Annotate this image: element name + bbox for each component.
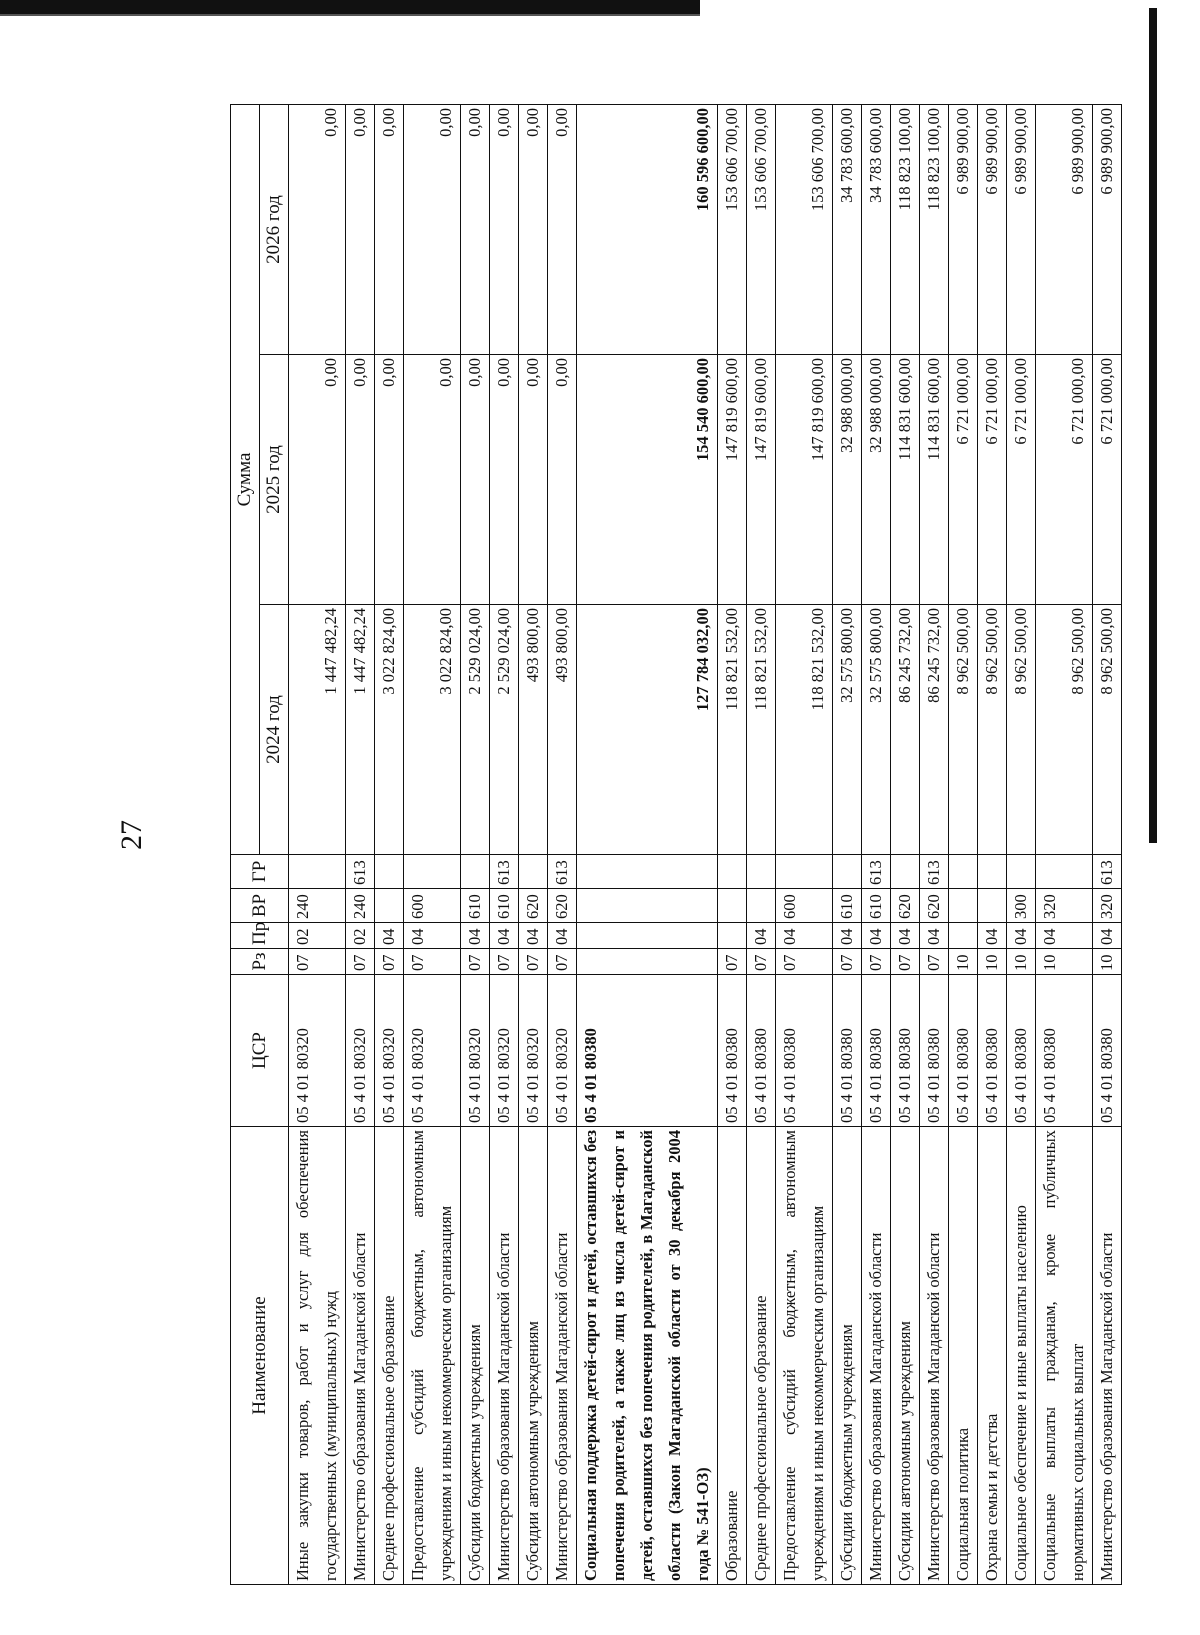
row-name: Министерство образования Магаданской области (1093, 1127, 1122, 1585)
row-vr: 240 (346, 889, 375, 923)
row-sum-2026: 0,00 (461, 104, 490, 354)
row-sum-2024: 118 821 532,00 (718, 605, 747, 855)
row-rz: 07 (718, 949, 747, 975)
row-name: Охрана семьи и детства (978, 1127, 1007, 1585)
row-csr: 05 4 01 80380 (776, 975, 833, 1127)
row-gr: 613 (862, 855, 891, 889)
table-row (404, 104, 461, 1584)
row-gr (718, 855, 747, 889)
row-vr: 610 (833, 889, 862, 923)
row-rz: 07 (920, 949, 949, 975)
row-gr: 613 (1093, 855, 1122, 889)
row-csr: 05 4 01 80320 (490, 975, 519, 1127)
row-vr (747, 889, 776, 923)
table-row (776, 104, 833, 1584)
row-gr (776, 855, 833, 889)
header-2026: 2026 год (260, 104, 289, 354)
row-sum-2026: 0,00 (346, 104, 375, 354)
row-rz: 07 (833, 949, 862, 975)
row-sum-2024: 3 022 824,00 (375, 605, 404, 855)
row-name: Субсидии бюджетным учреждениям (461, 1127, 490, 1585)
row-rz: 07 (461, 949, 490, 975)
row-gr (833, 855, 862, 889)
rotated-page (230, 105, 1116, 1585)
row-sum-2025: 6 721 000,00 (1007, 355, 1036, 605)
row-csr: 05 4 01 80380 (718, 975, 747, 1127)
table-row (375, 104, 404, 1584)
row-pr: 04 (404, 923, 461, 949)
row-sum-2026: 153 606 700,00 (718, 104, 747, 354)
table-row (718, 104, 747, 1584)
row-sum-2025: 114 831 600,00 (920, 355, 949, 605)
row-csr: 05 4 01 80380 (577, 975, 718, 1127)
row-sum-2025: 147 819 600,00 (718, 355, 747, 605)
row-vr: 320 (1036, 889, 1093, 923)
row-csr: 05 4 01 80380 (978, 975, 1007, 1127)
row-sum-2025: 0,00 (490, 355, 519, 605)
scan-edge-top (0, 0, 700, 14)
row-sum-2025: 0,00 (289, 355, 346, 605)
table-row (891, 104, 920, 1584)
row-gr (1007, 855, 1036, 889)
row-sum-2026: 6 989 900,00 (978, 104, 1007, 354)
table-row (490, 104, 519, 1584)
row-sum-2025: 0,00 (404, 355, 461, 605)
row-pr: 04 (490, 923, 519, 949)
row-csr: 05 4 01 80320 (461, 975, 490, 1127)
row-sum-2024: 1 447 482,24 (289, 605, 346, 855)
row-sum-2026: 0,00 (519, 104, 548, 354)
table-row (978, 104, 1007, 1584)
row-vr (375, 889, 404, 923)
row-name: Предоставление субсидий бюджетным, автономным учреждениям и иным некоммерческим организациям (776, 1127, 833, 1585)
scan-edge-top-line (0, 14, 700, 16)
row-sum-2024: 32 575 800,00 (862, 605, 891, 855)
row-gr (375, 855, 404, 889)
row-vr: 610 (862, 889, 891, 923)
row-csr: 05 4 01 80320 (404, 975, 461, 1127)
row-gr: 613 (346, 855, 375, 889)
row-csr: 05 4 01 80380 (920, 975, 949, 1127)
row-pr: 04 (891, 923, 920, 949)
row-rz: 07 (375, 949, 404, 975)
row-sum-2024: 8 962 500,00 (1007, 605, 1036, 855)
row-name: Министерство образования Магаданской области (346, 1127, 375, 1585)
row-sum-2024: 8 962 500,00 (1036, 605, 1093, 855)
row-csr: 05 4 01 80320 (519, 975, 548, 1127)
row-csr: 05 4 01 80380 (747, 975, 776, 1127)
row-sum-2025: 147 819 600,00 (747, 355, 776, 605)
row-sum-2026: 153 606 700,00 (776, 104, 833, 354)
row-sum-2024: 8 962 500,00 (949, 605, 978, 855)
row-name: Среднее профессиональное образование (747, 1127, 776, 1585)
row-sum-2026: 118 823 100,00 (891, 104, 920, 354)
row-gr (461, 855, 490, 889)
row-name: Социальная политика (949, 1127, 978, 1585)
row-sum-2025: 154 540 600,00 (577, 355, 718, 605)
row-sum-2026: 153 606 700,00 (747, 104, 776, 354)
row-sum-2024: 86 245 732,00 (920, 605, 949, 855)
row-pr (718, 923, 747, 949)
table-row (1036, 104, 1093, 1584)
row-pr: 04 (920, 923, 949, 949)
row-vr: 300 (1007, 889, 1036, 923)
header-2024: 2024 год (260, 605, 289, 855)
row-name: Субсидии автономным учреждениям (519, 1127, 548, 1585)
header-vr: ВР (231, 889, 289, 923)
row-sum-2024: 493 800,00 (548, 605, 577, 855)
row-sum-2024: 118 821 532,00 (776, 605, 833, 855)
row-name: Образование (718, 1127, 747, 1585)
table-row (920, 104, 949, 1584)
row-vr: 620 (548, 889, 577, 923)
row-vr: 600 (404, 889, 461, 923)
row-sum-2026: 0,00 (375, 104, 404, 354)
row-csr: 05 4 01 80320 (289, 975, 346, 1127)
row-pr: 04 (548, 923, 577, 949)
row-sum-2025: 6 721 000,00 (1036, 355, 1093, 605)
row-vr (718, 889, 747, 923)
row-name: Социальные выплаты гражданам, кроме публичных нормативных социальных выплат (1036, 1127, 1093, 1585)
row-rz: 07 (548, 949, 577, 975)
table-row (862, 104, 891, 1584)
row-vr: 600 (776, 889, 833, 923)
table-row (747, 104, 776, 1584)
table-row (519, 104, 548, 1584)
table-row (346, 104, 375, 1584)
row-sum-2025: 0,00 (375, 355, 404, 605)
table-row (949, 104, 978, 1584)
row-rz: 07 (404, 949, 461, 975)
row-sum-2025: 0,00 (519, 355, 548, 605)
row-sum-2025: 147 819 600,00 (776, 355, 833, 605)
row-sum-2025: 6 721 000,00 (1093, 355, 1122, 605)
row-rz: 07 (891, 949, 920, 975)
row-name: Социальная поддержка детей-сирот и детей, оставшихся без попечения родителей, а также лиц из числа детей-сирот и детей, оставшихся без попечения родителей, в Магаданской области (Закон Магаданской области от 30 декабря 2004 года № 541-ОЗ) (577, 1127, 718, 1585)
row-sum-2026: 0,00 (289, 104, 346, 354)
row-name: Министерство образования Магаданской области (862, 1127, 891, 1585)
row-pr (577, 923, 718, 949)
header-gr: ГР (231, 855, 289, 889)
header-2025: 2025 год (260, 355, 289, 605)
row-gr (577, 855, 718, 889)
row-vr: 610 (461, 889, 490, 923)
row-name: Среднее профессиональное образование (375, 1127, 404, 1585)
row-pr: 02 (346, 923, 375, 949)
row-sum-2025: 0,00 (461, 355, 490, 605)
row-rz: 07 (289, 949, 346, 975)
row-sum-2025: 6 721 000,00 (949, 355, 978, 605)
scan-edge-right (1149, 8, 1157, 843)
row-sum-2026: 34 783 600,00 (833, 104, 862, 354)
row-rz (577, 949, 718, 975)
row-pr: 04 (519, 923, 548, 949)
row-rz: 10 (1007, 949, 1036, 975)
row-pr: 04 (1093, 923, 1122, 949)
row-gr: 613 (920, 855, 949, 889)
row-sum-2026: 6 989 900,00 (1093, 104, 1122, 354)
row-rz: 10 (949, 949, 978, 975)
row-csr: 05 4 01 80380 (1036, 975, 1093, 1127)
row-pr (949, 923, 978, 949)
row-sum-2024: 118 821 532,00 (747, 605, 776, 855)
row-pr: 04 (461, 923, 490, 949)
row-rz: 07 (776, 949, 833, 975)
row-sum-2025: 114 831 600,00 (891, 355, 920, 605)
row-vr: 620 (519, 889, 548, 923)
row-gr (949, 855, 978, 889)
row-sum-2024: 86 245 732,00 (891, 605, 920, 855)
row-vr: 610 (490, 889, 519, 923)
table-row (1007, 104, 1036, 1584)
row-name: Министерство образования Магаданской области (548, 1127, 577, 1585)
row-pr: 04 (776, 923, 833, 949)
row-vr: 620 (891, 889, 920, 923)
row-rz: 07 (346, 949, 375, 975)
row-pr: 04 (978, 923, 1007, 949)
row-csr: 05 4 01 80320 (548, 975, 577, 1127)
row-sum-2025: 32 988 000,00 (862, 355, 891, 605)
row-csr: 05 4 01 80380 (891, 975, 920, 1127)
row-sum-2026: 160 596 600,00 (577, 104, 718, 354)
row-gr (404, 855, 461, 889)
row-sum-2026: 6 989 900,00 (949, 104, 978, 354)
row-gr (747, 855, 776, 889)
row-sum-2025: 0,00 (346, 355, 375, 605)
row-sum-2026: 34 783 600,00 (862, 104, 891, 354)
table-row (289, 104, 346, 1584)
row-rz: 10 (1093, 949, 1122, 975)
budget-table (230, 104, 1122, 1585)
row-rz: 07 (490, 949, 519, 975)
table-body (289, 104, 1122, 1584)
row-sum-2024: 493 800,00 (519, 605, 548, 855)
header-csr: ЦСР (231, 975, 289, 1127)
table-row (461, 104, 490, 1584)
row-name: Социальное обеспечение и иные выплаты населению (1007, 1127, 1036, 1585)
row-rz: 07 (862, 949, 891, 975)
row-gr (1036, 855, 1093, 889)
row-vr (577, 889, 718, 923)
row-sum-2024: 8 962 500,00 (1093, 605, 1122, 855)
row-csr: 05 4 01 80380 (1093, 975, 1122, 1127)
row-sum-2024: 8 962 500,00 (978, 605, 1007, 855)
row-sum-2024: 2 529 024,00 (461, 605, 490, 855)
row-vr (949, 889, 978, 923)
row-rz: 07 (747, 949, 776, 975)
row-sum-2026: 0,00 (490, 104, 519, 354)
page-number: 27 (115, 820, 148, 850)
row-sum-2026: 0,00 (404, 104, 461, 354)
row-csr: 05 4 01 80320 (346, 975, 375, 1127)
table-row (548, 104, 577, 1584)
row-name: Министерство образования Магаданской области (920, 1127, 949, 1585)
row-rz: 10 (1036, 949, 1093, 975)
row-csr: 05 4 01 80380 (1007, 975, 1036, 1127)
row-csr: 05 4 01 80380 (949, 975, 978, 1127)
row-sum-2024: 127 784 032,00 (577, 605, 718, 855)
row-sum-2025: 32 988 000,00 (833, 355, 862, 605)
header-pr: Пр (231, 923, 289, 949)
row-rz: 07 (519, 949, 548, 975)
row-csr: 05 4 01 80380 (862, 975, 891, 1127)
row-sum-2026: 6 989 900,00 (1036, 104, 1093, 354)
row-csr: 05 4 01 80320 (375, 975, 404, 1127)
row-sum-2024: 2 529 024,00 (490, 605, 519, 855)
row-csr: 05 4 01 80380 (833, 975, 862, 1127)
row-gr (289, 855, 346, 889)
row-gr (891, 855, 920, 889)
row-sum-2025: 0,00 (548, 355, 577, 605)
header-name: Наименование (231, 1127, 289, 1585)
row-gr: 613 (490, 855, 519, 889)
row-name: Субсидии автономным учреждениям (891, 1127, 920, 1585)
table-row (577, 104, 718, 1584)
row-pr: 04 (862, 923, 891, 949)
row-vr (978, 889, 1007, 923)
table-row (833, 104, 862, 1584)
row-name: Иные закупки товаров, работ и услуг для обеспечения государственных (муниципальных) нужд (289, 1127, 346, 1585)
row-gr (519, 855, 548, 889)
row-sum-2024: 3 022 824,00 (404, 605, 461, 855)
row-name: Субсидии бюджетным учреждениям (833, 1127, 862, 1585)
row-pr: 04 (375, 923, 404, 949)
row-sum-2024: 1 447 482,24 (346, 605, 375, 855)
header-sum: Сумма (231, 104, 260, 854)
row-pr: 04 (1036, 923, 1093, 949)
row-sum-2024: 32 575 800,00 (833, 605, 862, 855)
row-pr: 04 (1007, 923, 1036, 949)
row-name: Министерство образования Магаданской области (490, 1127, 519, 1585)
row-gr (978, 855, 1007, 889)
row-sum-2026: 118 823 100,00 (920, 104, 949, 354)
row-pr: 04 (747, 923, 776, 949)
row-gr: 613 (548, 855, 577, 889)
row-vr: 240 (289, 889, 346, 923)
row-pr: 02 (289, 923, 346, 949)
row-vr: 320 (1093, 889, 1122, 923)
table-row (1093, 104, 1122, 1584)
row-sum-2025: 6 721 000,00 (978, 355, 1007, 605)
row-pr: 04 (833, 923, 862, 949)
row-rz: 10 (978, 949, 1007, 975)
row-vr: 620 (920, 889, 949, 923)
row-sum-2026: 0,00 (548, 104, 577, 354)
header-rz: Рз (231, 949, 289, 975)
row-sum-2026: 6 989 900,00 (1007, 104, 1036, 354)
row-name: Предоставление субсидий бюджетным, автономным учреждениям и иным некоммерческим организациям (404, 1127, 461, 1585)
